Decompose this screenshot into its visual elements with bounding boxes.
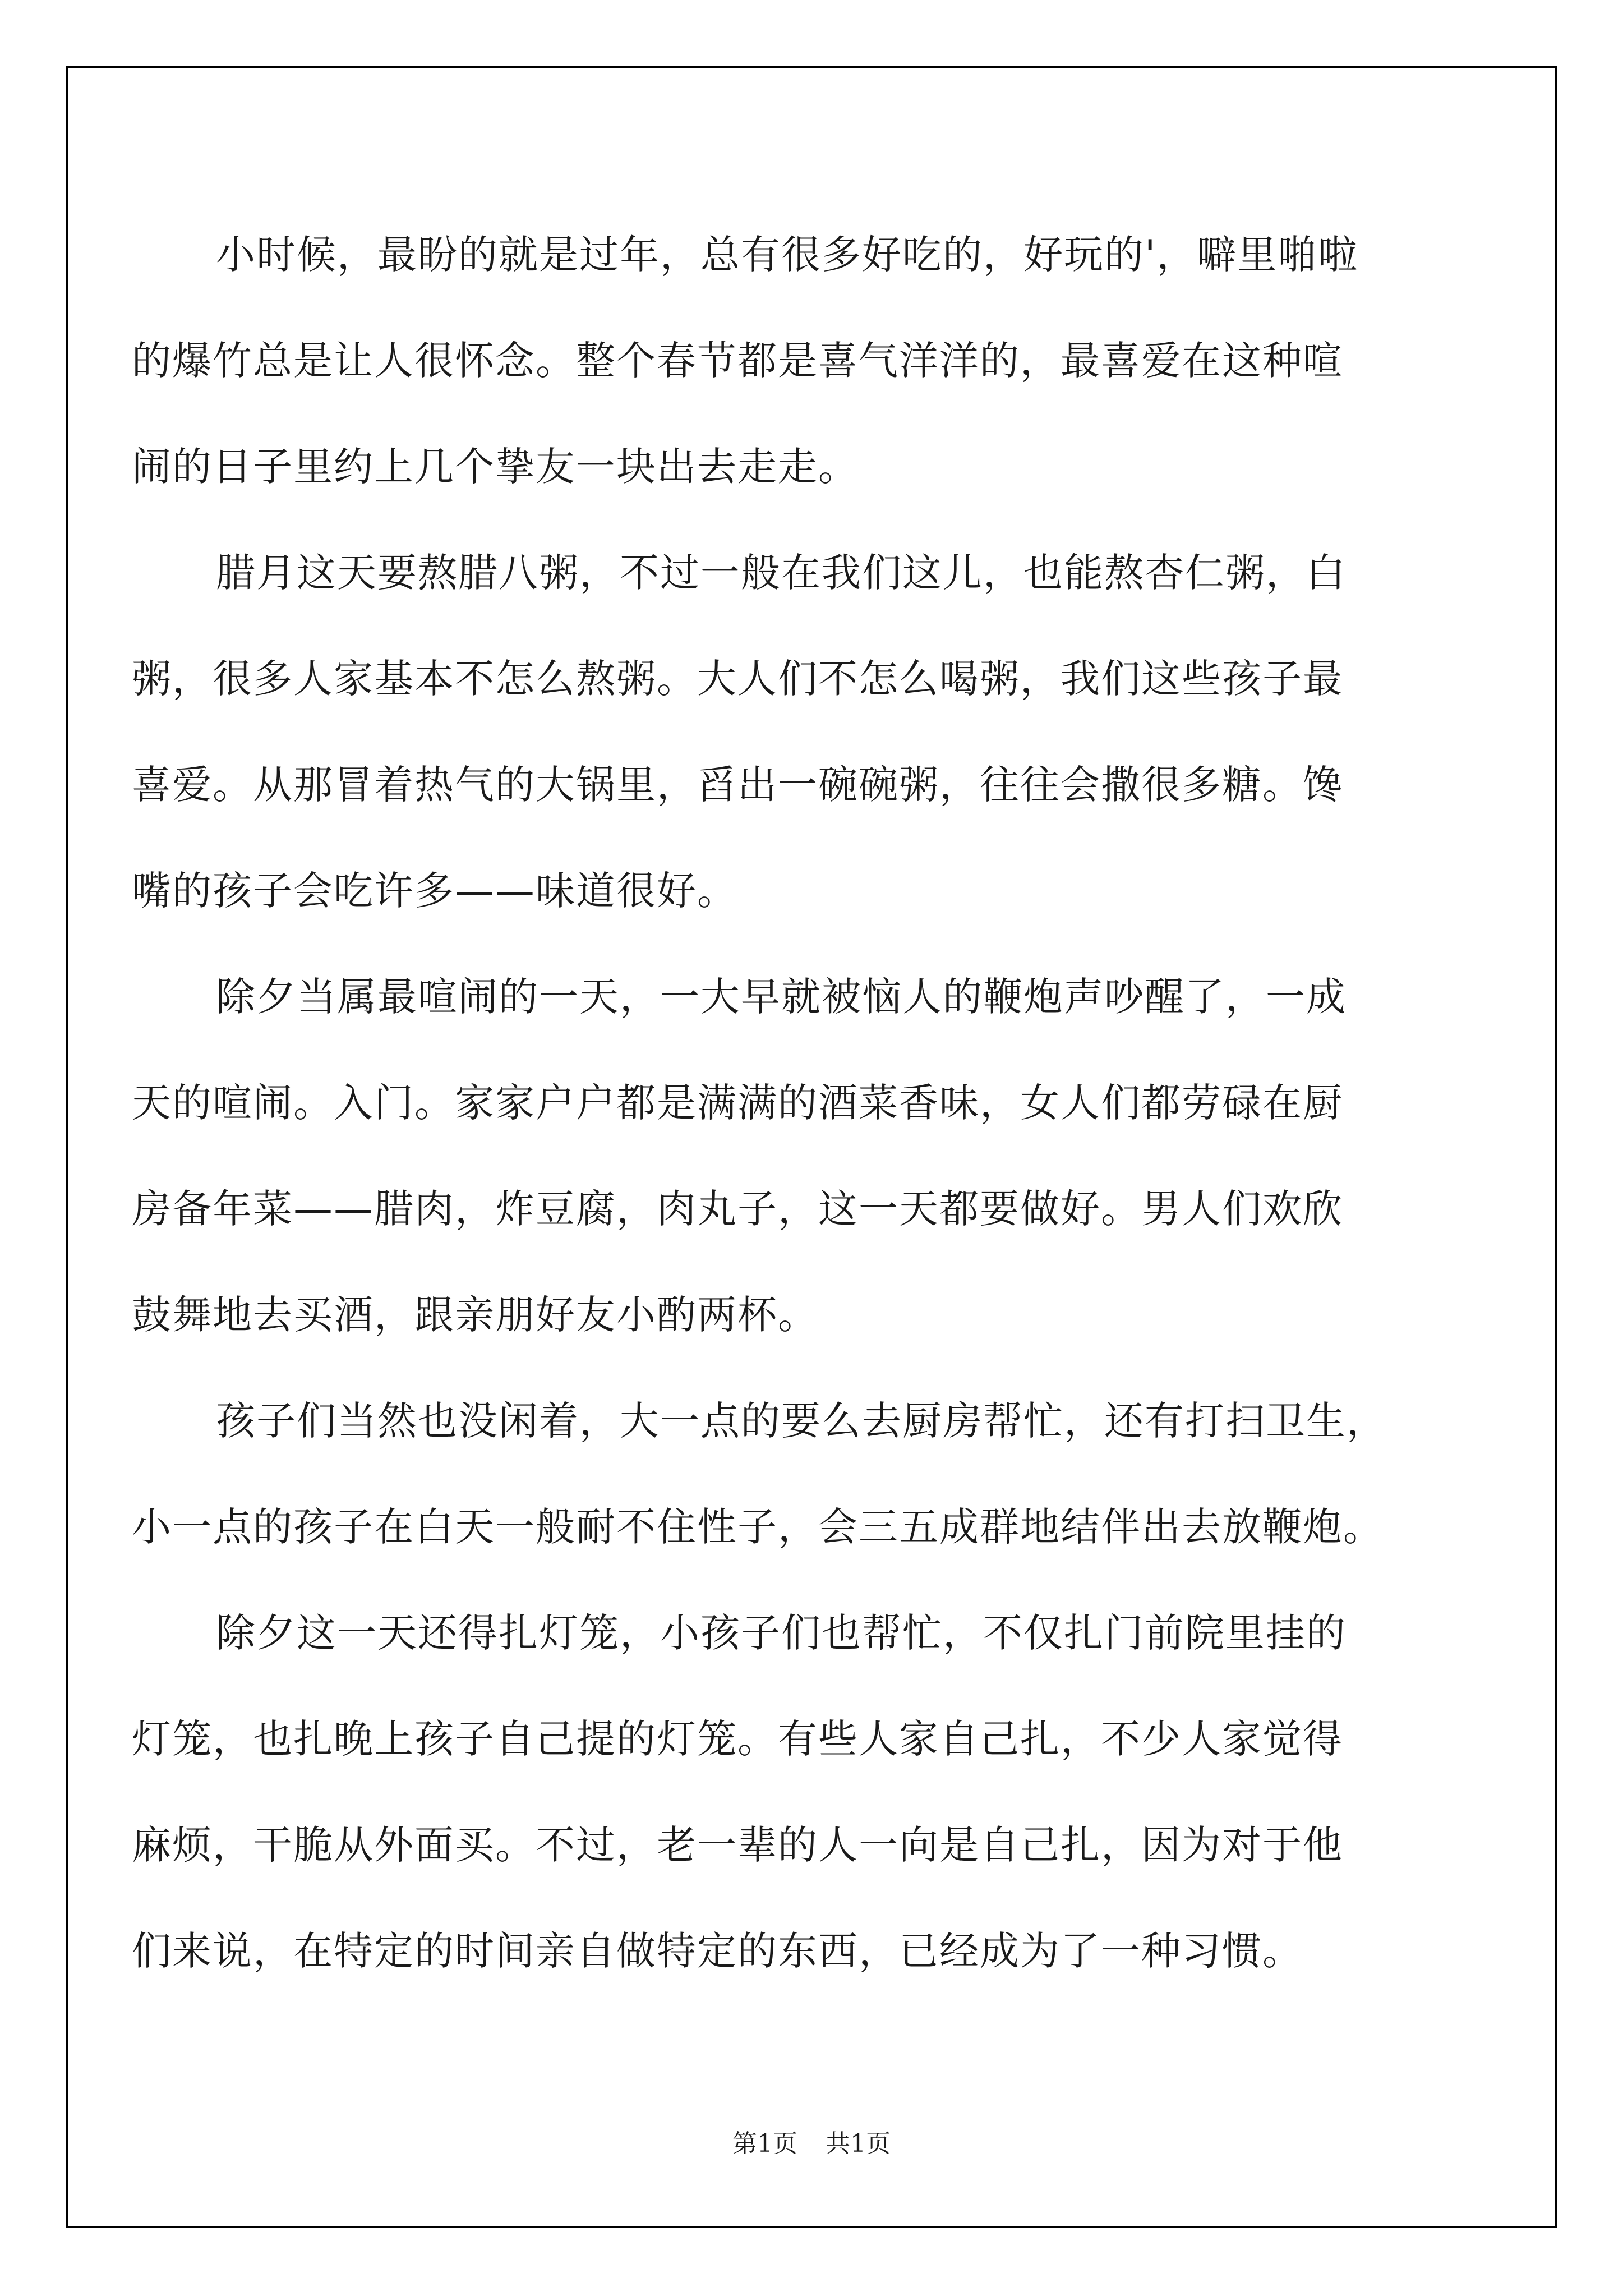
document-body (132, 202, 1492, 2004)
paragraph-4 (132, 1368, 1492, 1580)
paragraph-line: 腊月这天要熬腊八粥，不过一般在我们这儿，也能熬杏仁粥，白 (216, 550, 1347, 596)
paragraph-line: 们来说，在特定的时间亲自做特定的东西，已经成为了一种习惯。 (132, 1928, 1303, 1974)
paragraph-line: 喜爱。从那冒着热气的大锅里，舀出一碗碗粥，往往会撒很多糖。馋 (132, 762, 1343, 808)
paragraph-1 (132, 202, 1492, 520)
paragraph-line: 小一点的孩子在白天一般耐不住性子，会三五成群地结伴出去放鞭炮。 (132, 1504, 1384, 1550)
paragraph-line: 房备年菜——腊肉，炸豆腐，肉丸子，这一天都要做好。男人们欢欣 (132, 1186, 1343, 1232)
paragraph-line: 闹的日子里约上几个挚友一块出去走走。 (132, 444, 859, 490)
paragraph-line: 除夕当属最喧闹的一天，一大早就被恼人的鞭炮声吵醒了，一成 (216, 974, 1347, 1020)
page-footer (0, 2123, 1623, 2159)
paragraph-2 (132, 520, 1492, 944)
paragraph-line: 嘴的孩子会吃许多——味道很好。 (132, 868, 737, 914)
paragraph-line: 除夕这一天还得扎灯笼，小孩子们也帮忙，不仅扎门前院里挂的 (216, 1610, 1347, 1656)
paragraph-line: 鼓舞地去买酒，跟亲朋好友小酌两杯。 (132, 1292, 818, 1338)
paragraph-line: 灯笼，也扎晚上孩子自己提的灯笼。有些人家自己扎，不少人家觉得 (132, 1716, 1343, 1762)
paragraph-line: 孩子们当然也没闲着，大一点的要么去厨房帮忙，还有打扫卫生， (216, 1398, 1387, 1444)
paragraph-3 (132, 944, 1492, 1368)
page-total: 共1页 (826, 2129, 891, 2158)
paragraph-line: 小时候，最盼的就是过年，总有很多好吃的，好玩的'，噼里啪啦 (216, 232, 1359, 278)
paragraph-line: 的爆竹总是让人很怀念。整个春节都是喜气洋洋的，最喜爱在这种喧 (132, 338, 1343, 384)
paragraph-5 (132, 1580, 1492, 2004)
paragraph-line: 天的喧闹。入门。家家户户都是满满的酒菜香味，女人们都劳碌在厨 (132, 1080, 1343, 1126)
paragraph-line: 麻烦，干脆从外面买。不过，老一辈的人一向是自己扎，因为对于他 (132, 1822, 1343, 1868)
paragraph-line: 粥，很多人家基本不怎么熬粥。大人们不怎么喝粥，我们这些孩子最 (132, 656, 1343, 702)
page-number: 第1页 (732, 2129, 797, 2158)
